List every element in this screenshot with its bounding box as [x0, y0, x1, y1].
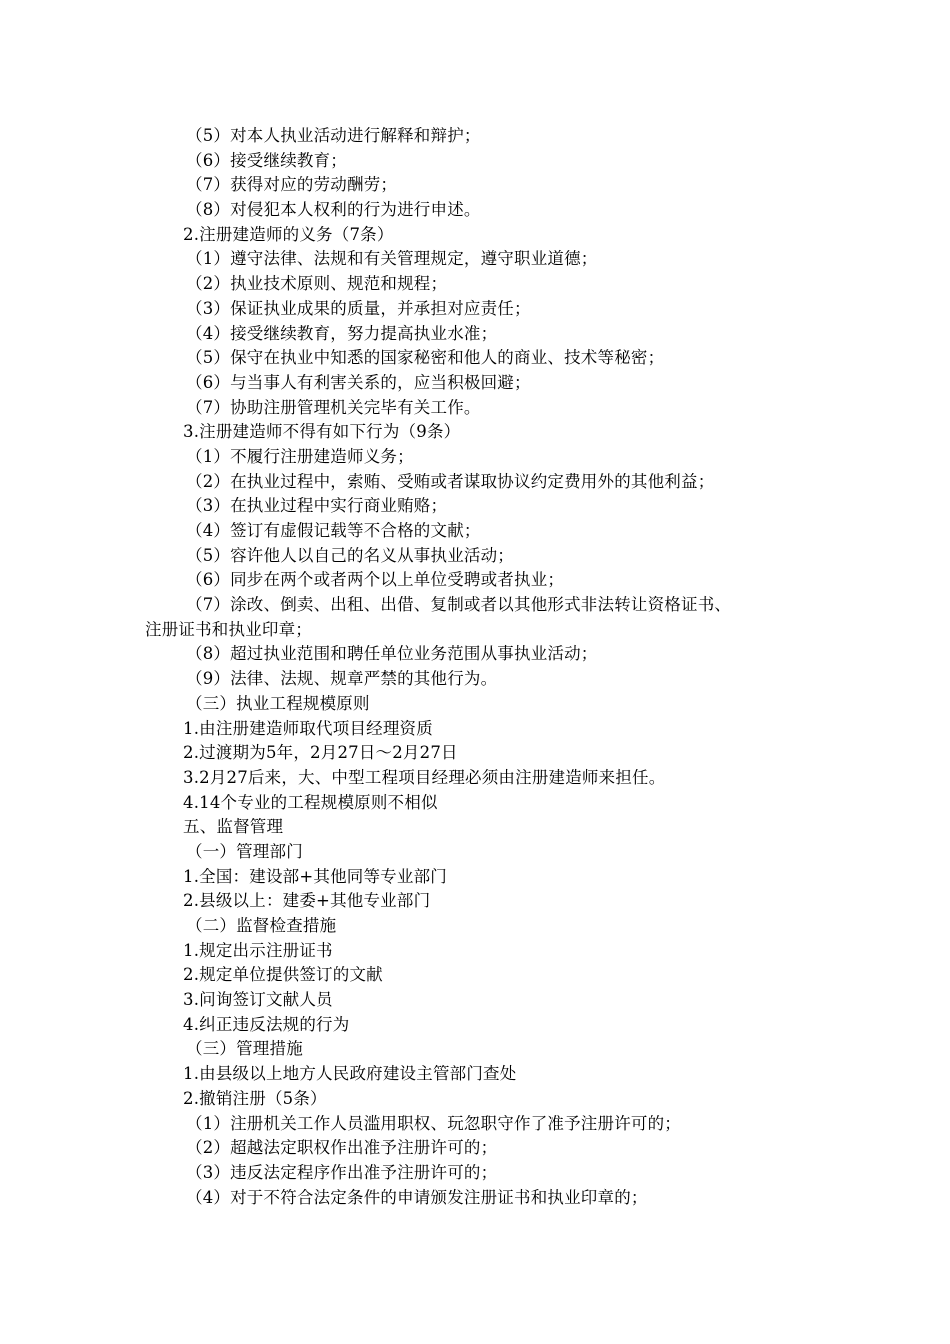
text-line: 3.问询签订文献人员 — [183, 990, 333, 1010]
text-line: （6）接受继续教育； — [186, 150, 347, 170]
text-line: （5）容许他人以自己的名义从事执业活动； — [186, 545, 514, 565]
text-line: 4.14个专业的工程规模原则不相似 — [183, 792, 438, 812]
text-line: （二）监督检查措施 — [186, 916, 337, 935]
text-line: 3.2月27后来，大、中型工程项目经理必须由注册建造师来担任。 — [183, 767, 666, 787]
text-line: （三）管理措施 — [186, 1039, 303, 1059]
text-line: （一）管理部门 — [186, 841, 303, 861]
text-line: （7）协助注册管理机关完毕有关工作。 — [186, 397, 481, 417]
text-line: 注册证书和执业印章； — [145, 619, 312, 639]
text-line: 4.纠正违反法规的行为 — [183, 1014, 350, 1034]
text-line: （3）保证执业成果的质量，并承担对应责任； — [186, 298, 531, 318]
text-line: （2）超越法定职权作出准予注册许可的； — [186, 1138, 498, 1158]
text-line: （1）注册机关工作人员滥用职权、玩忽职守作了准予注册许可的； — [186, 1113, 681, 1133]
text-line: 五、监督管理 — [183, 817, 284, 837]
text-line: （8）对侵犯本人权利的行为进行申述。 — [186, 200, 481, 220]
text-line: （8）超过执业范围和聘任单位业务范围从事执业活动； — [186, 644, 598, 664]
text-line: 1.全国：建设部+其他同等专业部门 — [183, 866, 447, 886]
text-line: （4）签订有虚假记载等不合格的文献； — [186, 521, 481, 540]
text-line: 2.县级以上：建委+其他专业部门 — [183, 891, 431, 911]
text-line: 2.规定单位提供签订的文献 — [183, 965, 383, 985]
document-body — [0, 124, 950, 1210]
text-line: （7）涂改、倒卖、出租、出借、复制或者以其他形式非法转让资格证书、 — [186, 595, 732, 615]
text-line: （1）不履行注册建造师义务； — [186, 446, 414, 466]
text-line: （5）保守在执业中知悉的国家秘密和他人的商业、技术等秘密； — [186, 348, 665, 368]
text-line: 1.由注册建造师取代项目经理资质 — [183, 718, 433, 738]
text-line: （1）遵守法律、法规和有关管理规定，遵守职业道德； — [186, 249, 598, 269]
text-line: （4）接受继续教育，努力提高执业水准； — [186, 323, 498, 343]
text-line: （9）法律、法规、规章严禁的其他行为。 — [186, 669, 498, 689]
text-line: 2.过渡期为5年，2月27日～2月27日 — [183, 743, 458, 763]
text-line: （4）对于不符合法定条件的申请颁发注册证书和执业印章的； — [186, 1187, 648, 1207]
text-line: （5）对本人执业活动进行解释和辩护； — [186, 126, 481, 145]
text-line: 2.撤销注册（5条） — [183, 1088, 327, 1108]
text-line: （3）在执业过程中实行商业贿赂； — [186, 496, 448, 516]
text-line: 1.规定出示注册证书 — [183, 940, 333, 960]
text-line: （2）执业技术原则、规范和规程； — [186, 274, 448, 294]
text-line: 1.由县级以上地方人民政府建设主管部门查处 — [183, 1064, 517, 1084]
text-line: 2.注册建造师的义务（7条） — [183, 224, 394, 244]
text-line: （三）执业工程规模原则 — [186, 693, 370, 713]
text-line: （7）获得对应的劳动酬劳； — [186, 175, 398, 195]
text-line: （2）在执业过程中，索贿、受贿或者谋取协议约定费用外的其他利益； — [186, 471, 715, 491]
text-line: （6）同步在两个或者两个以上单位受聘或者执业； — [186, 570, 565, 590]
text-line: （3）违反法定程序作出准予注册许可的； — [186, 1162, 498, 1182]
text-line: 3.注册建造师不得有如下行为（9条） — [183, 422, 461, 442]
text-line: （6）与当事人有利害关系的，应当积极回避； — [186, 372, 531, 392]
